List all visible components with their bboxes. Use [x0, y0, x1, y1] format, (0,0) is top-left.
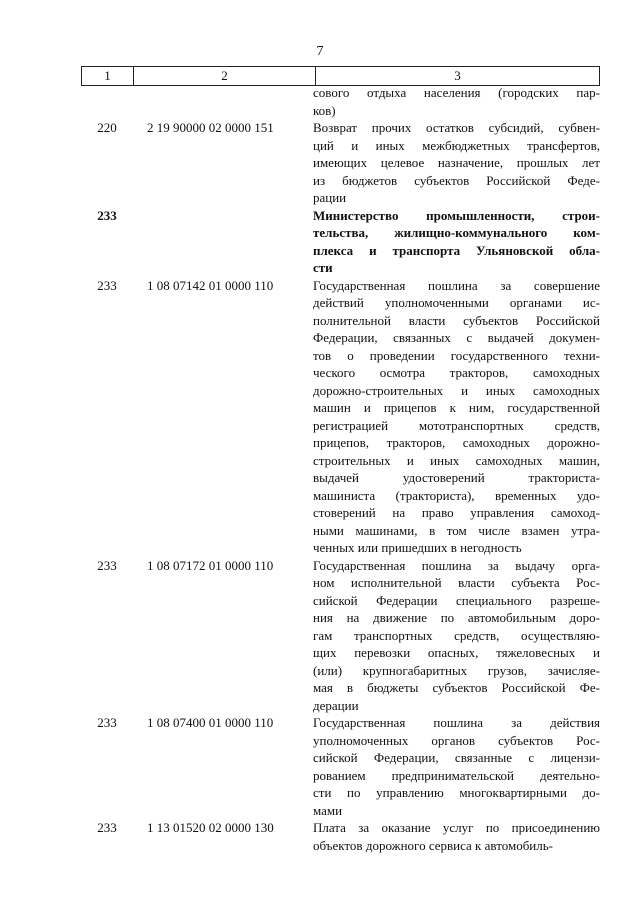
description-line: ков): [313, 102, 336, 118]
table-row: [81, 819, 600, 854]
admin-code: 233: [97, 715, 117, 730]
description-line: гам транспортных средств, осуществляю-: [313, 627, 600, 643]
description-line: прицепов, тракторов, самоходных дорожно-: [313, 435, 600, 450]
description-line: полнительной власти субъектов Российской: [313, 312, 600, 328]
description-line: плекса и транспорта Ульяновской обла-: [313, 242, 600, 258]
description-line: тов о проведении государственного техни-: [313, 347, 600, 363]
row-description: [313, 119, 600, 207]
page-number: 7: [316, 44, 324, 59]
description-line: уполномоченных органов субъектов Рос-: [313, 732, 600, 748]
description-line: стоверений на право управления самоход-: [313, 505, 600, 520]
row-description: [313, 557, 600, 715]
description-line: дерации: [313, 697, 359, 713]
table-row: [81, 84, 600, 119]
description-line: Возврат прочих остатков субсидий, субвен-: [313, 120, 600, 135]
row-description: [313, 84, 600, 119]
description-line: из бюджетов субъектов Российской Феде-: [313, 172, 600, 188]
description-line: Государственная пошлина за совершение: [313, 277, 600, 293]
row-description: [313, 714, 600, 819]
description-line: (или) крупногабаритных грузов, зачисляе-: [313, 662, 600, 678]
header-col-1: 1: [82, 67, 134, 85]
description-line: сийской Федерации, связанные с лицензи-: [313, 750, 600, 765]
description-line: объектов дорожного сервиса к автомобиль-: [313, 837, 554, 853]
row-description: [313, 819, 600, 854]
description-line: машин и прицепов к ним, государственной: [313, 400, 600, 415]
description-line: рации: [313, 190, 347, 205]
description-line: ными машинами, в том числе взамен утра-: [313, 522, 600, 538]
admin-code: 233: [97, 557, 117, 573]
description-line: дорожно-строительных и иных самоходных: [313, 382, 600, 398]
description-line: Министерство промышленности, строи-: [313, 207, 600, 223]
header-col-2: 2: [134, 67, 316, 85]
description-line: мая в бюджеты субъектов Российской Фе-: [313, 680, 600, 695]
row-description: [313, 207, 600, 277]
admin-code: 233: [97, 820, 117, 835]
description-line: регистрацией мототранспортных средств,: [313, 417, 600, 433]
admin-code: 220: [97, 120, 117, 135]
row-description: [313, 277, 600, 557]
description-line: сийской Федерации специального разреше-: [313, 592, 600, 608]
description-line: ном исполнительной власти субъекта Рос-: [313, 575, 600, 590]
revenue-code: 1 08 07172 01 0000 110: [147, 557, 274, 573]
description-line: строительных и иных самоходных машин,: [313, 452, 600, 468]
description-line: щих перевозки опасных, тяжеловесных и: [313, 645, 600, 660]
table-row: [81, 714, 600, 819]
admin-code: 233: [97, 207, 117, 223]
table-row: [81, 207, 600, 277]
description-line: сового отдыха населения (городских пар-: [313, 85, 600, 100]
description-line: выдачей удостоверений тракториста-: [313, 470, 600, 485]
description-line: рованием предпринимательской деятельно-: [313, 767, 600, 783]
description-line: ния на движение по автомобильным доро-: [313, 610, 600, 625]
revenue-code: 1 08 07142 01 0000 110: [147, 277, 274, 293]
admin-code: 233: [97, 277, 117, 293]
description-line: мами: [313, 802, 343, 818]
description-line: имеющих целевое назначение, прошлых лет: [313, 155, 600, 170]
description-line: сти по управлению многоквартирными до-: [313, 785, 600, 800]
description-line: тельства, жилищно-коммунального ком-: [313, 225, 600, 240]
description-line: машиниста (тракториста), временных удо-: [313, 487, 600, 503]
description-line: ческого осмотра тракторов, самоходных: [313, 365, 600, 380]
table-header: [81, 66, 600, 86]
table-row: [81, 119, 600, 207]
table-row: [81, 557, 600, 715]
description-line: ченных или пришедших в негодность: [313, 540, 522, 555]
description-line: ций и иных межбюджетных трансфертов,: [313, 137, 600, 153]
revenue-code: 1 08 07400 01 0000 110: [147, 715, 274, 730]
header-col-3: 3: [454, 68, 461, 83]
description-line: Федерации, связанных с выдачей докумен-: [313, 330, 600, 345]
description-line: действий уполномоченными органами ис-: [313, 295, 600, 310]
table-body: [81, 84, 600, 854]
description-line: Плата за оказание услуг по присоединению: [313, 820, 600, 835]
revenue-code: 1 13 01520 02 0000 130: [147, 820, 274, 835]
table-row: [81, 277, 600, 557]
description-line: сти: [313, 260, 333, 275]
revenue-code: 2 19 90000 02 0000 151: [147, 120, 274, 135]
description-line: Государственная пошлина за выдачу орга-: [313, 557, 600, 573]
description-line: Государственная пошлина за действия: [313, 715, 600, 730]
